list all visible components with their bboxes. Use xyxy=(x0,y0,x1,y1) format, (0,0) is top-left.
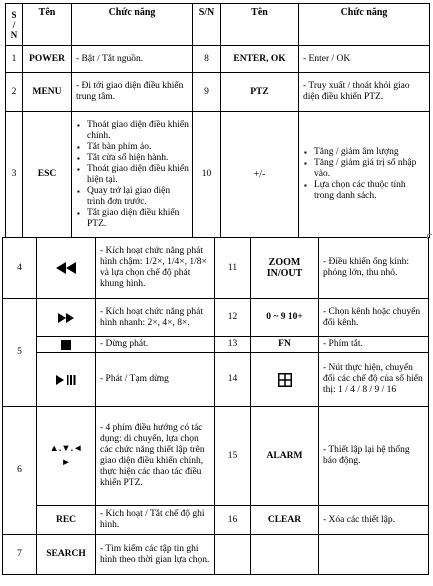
list-item: ▪ Quay trở lại giao diện trình đơn trước. xyxy=(87,186,189,208)
row-function: - Dừng phát. xyxy=(96,337,215,353)
header-function-right: Chức năng xyxy=(299,4,430,46)
row-icon-cell xyxy=(37,337,96,353)
row-function-right: - Phím tắt. xyxy=(319,337,429,353)
row-function: - Kích hoạt chức năng phát hình nhanh: 2×, 4×, 8×. xyxy=(96,299,215,337)
header-name-right: Tên xyxy=(221,4,299,46)
list-item: ▪ Lựa chọn các thuộc tính trong danh sách. xyxy=(314,180,426,202)
row-sn-right: 14 xyxy=(215,353,251,407)
row-function-right xyxy=(299,112,430,238)
row-sn-right: 15 xyxy=(215,407,251,506)
table-row xyxy=(3,238,429,299)
header-sn-right: S/N xyxy=(193,4,221,46)
row-name-right: 0 ~ 9 10+ xyxy=(251,299,319,337)
list-item: ▪ Thoát giao diện điều khiển chính. xyxy=(87,120,189,142)
row-function: - Phát / Tạm dừng xyxy=(96,353,215,407)
row-sn-right xyxy=(215,535,251,575)
row-sn-right: 12 xyxy=(215,299,251,337)
row-sn: 7 xyxy=(3,535,37,575)
table-row xyxy=(3,337,429,353)
row-name: ESC xyxy=(23,112,72,238)
remote-functions-table-bottom xyxy=(2,237,429,575)
row-sn: 4 xyxy=(3,238,37,299)
row-icon-cell xyxy=(37,353,96,407)
row-sn-right: 10 xyxy=(193,112,221,238)
row-name: SEARCH xyxy=(37,535,96,575)
list-item: ▪ Tắt giao diện điều khiển PTZ. xyxy=(87,208,189,230)
row-function: - Bật / Tắt nguồn. xyxy=(72,46,193,73)
row-sn: 5 xyxy=(3,299,37,407)
row-function-right: - Thiết lập lại hệ thống báo động. xyxy=(319,407,429,506)
row-sn-right: 13 xyxy=(215,337,251,353)
row-name-right: +/- xyxy=(221,112,299,238)
table-corner-mark xyxy=(427,234,432,239)
rewind-icon xyxy=(56,262,76,274)
row-function-right: - Nút thực hiện, chuyển đổi các chế độ của sổ hiển thị: 1 / 4 / 8 / 9 / 16 xyxy=(319,353,429,407)
remote-functions-table-top xyxy=(5,3,430,238)
navigation-keys-label: ▲.▼.◄ ► xyxy=(37,407,96,506)
esc-function-list xyxy=(76,120,189,230)
row-sn: 1 xyxy=(6,46,23,73)
row-function-right: - Điều khiển ống kính: phóng lớn, thu nhỏ. xyxy=(319,238,429,299)
list-item: ▪ Tắt bàn phím ảo. xyxy=(87,142,189,153)
row-name-right: ALARM xyxy=(251,407,319,506)
row-function-right: - Truy xuất / thoát khỏi giao diện điều khiển PTZ. xyxy=(299,73,430,112)
row-sn-right: 11 xyxy=(215,238,251,299)
header-name-left: Tên xyxy=(23,4,72,46)
header-function-left: Chức năng xyxy=(72,4,193,46)
row-icon-cell-right xyxy=(251,353,319,407)
row-icon-cell xyxy=(37,238,96,299)
grid-icon xyxy=(278,373,292,387)
row-sn: 6 xyxy=(3,407,37,535)
row-function: - Đi tới giao diện điều khiển trung tâm. xyxy=(72,73,193,112)
row-function: - 4 phím điều hướng có tác dụng: di chuyển, lựa chọn các chức năng thiết lập trên giao diện điều khiển chính, thực hiện các thao tác điều khiển PTZ. xyxy=(96,407,215,506)
header-sn-left: S / N xyxy=(6,4,23,46)
table-row xyxy=(6,112,430,238)
play-pause-icon xyxy=(56,375,76,385)
row-sn: 3 xyxy=(6,112,23,238)
table-row xyxy=(6,46,430,73)
row-icon-cell xyxy=(37,299,96,337)
row-sn-right: 9 xyxy=(193,73,221,112)
row-function-right xyxy=(319,535,429,575)
list-item: ▪ Tăng / giảm âm lượng xyxy=(314,147,426,158)
row-function: - Tìm kiếm các tập tin ghi hình theo thời gian lựa chọn. xyxy=(96,535,215,575)
row-name: MENU xyxy=(23,73,72,112)
row-name: REC xyxy=(37,506,96,535)
row-sn-right: 8 xyxy=(193,46,221,73)
row-function-right: - Enter / OK xyxy=(299,46,430,73)
row-name-right: PTZ xyxy=(221,73,299,112)
row-name-right: ENTER, OK xyxy=(221,46,299,73)
table-row xyxy=(3,506,429,535)
row-sn: 2 xyxy=(6,73,23,112)
table-row xyxy=(3,299,429,337)
list-item: ▪ Thoát giao diện điều khiển hiện tại. xyxy=(87,164,189,186)
table-row xyxy=(3,407,429,506)
plus-minus-function-list xyxy=(303,147,426,202)
list-item: ▪ Tăng / giảm giá trị số nhập vào. xyxy=(314,158,426,180)
row-function: - Kích hoạt chức năng phát hình chậm: 1/2×, 1/4×, 1/8× và lựa chọn chế độ phát khung hình. xyxy=(96,238,215,299)
row-function-right: - Xóa các thiết lập. xyxy=(319,506,429,535)
row-function-right: - Chọn kênh hoặc chuyển đổi kênh. xyxy=(319,299,429,337)
row-function xyxy=(72,112,193,238)
row-sn-right: 16 xyxy=(215,506,251,535)
row-name-right: CLEAR xyxy=(251,506,319,535)
fast-forward-icon xyxy=(58,313,74,323)
row-name-right: FN xyxy=(251,337,319,353)
table-row xyxy=(6,73,430,112)
row-name-right xyxy=(251,535,319,575)
row-function: - Kích hoạt / Tắt chế độ ghi hình. xyxy=(96,506,215,535)
list-item: ▪ Tắt cửa sổ hiện hành. xyxy=(87,153,189,164)
row-name-right: ZOOM IN/OUT xyxy=(251,238,319,299)
table-row xyxy=(3,535,429,575)
stop-icon xyxy=(61,340,71,350)
table-row xyxy=(3,353,429,407)
row-name: POWER xyxy=(23,46,72,73)
